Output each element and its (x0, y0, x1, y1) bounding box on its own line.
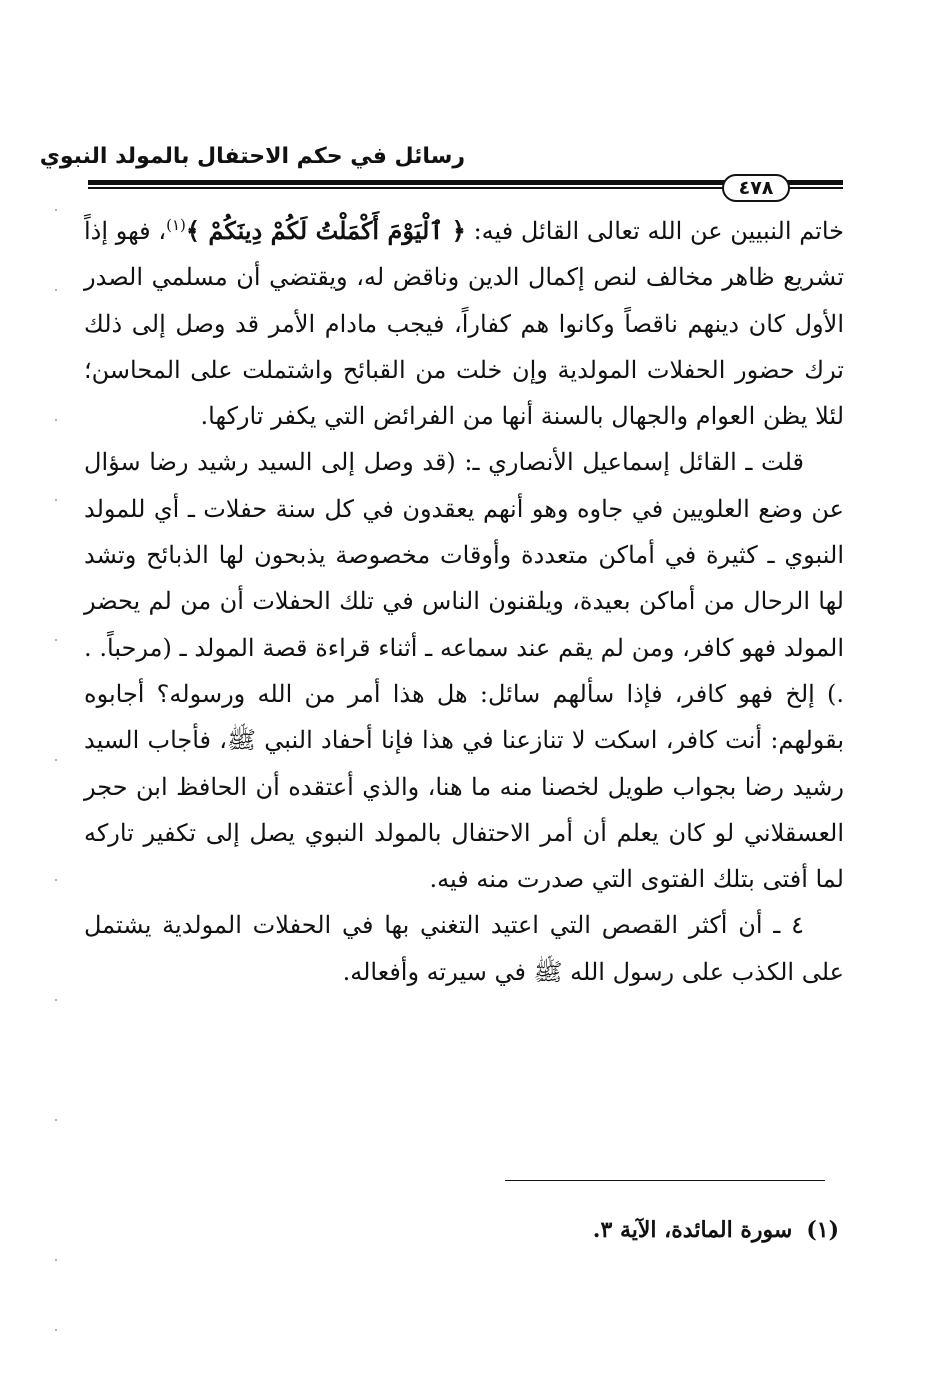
footnote-reference: (١) (166, 216, 186, 234)
footnote-number: (١) (806, 1217, 839, 1243)
paragraph-1 (84, 208, 844, 439)
main-text (84, 208, 844, 995)
paragraph-2: قلت ـ القائل إسماعيل الأنصاري ـ: (قد وصل إلى السيد رشيد رضا سؤال عن وضع العلويين في جاوه وهو أنهم يعقدون في كل سنة حفلات ـ أي للمولد النبوي ـ كثيرة في أماكن متعددة وأوقات مخصوصة يذبحون لها الذبائح وتشد لها الرحال من أماكن بعيدة، ويلقنون الناس في تلك الحفلات أن من لم يحضر المولد فهو كافر، ومن لم يقم عند سماعه ـ أثناء قراءة قصة المولد ـ (مرحباً. . .) إلخ فهو كافر، فإذا سألهم سائل: هل هذا أمر من الله ورسوله؟ أجابوه بقولهم: أنت كافر، اسكت لا تنازعنا في هذا فإنا أحفاد النبي ﷺ، فأجاب السيد رشيد رضا بجواب طويل لخصنا منه ما هنا، والذي أعتقده أن الحافظ ابن حجر العسقلاني لو كان يعلم أن أمر الاحتفال بالمولد النبوي يصل إلى تكفير تاركه لما أفتى بتلك الفتوى التي صدرت منه فيه. (84, 448, 844, 894)
page-header (39, 140, 850, 200)
running-title: رسائل في حكم الاحتفال بالمولد النبوي (39, 144, 465, 169)
scan-edge-marks (40, 0, 70, 1373)
footnote (593, 1213, 839, 1247)
paragraph-1-lead: خاتم النبيين عن الله تعالى القائل فيه: (465, 217, 844, 245)
paragraph-1-rest: ، فهو إذاً تشريع ظاهر مخالف لنص إكمال الدين وناقض له، ويقتضي أن مسلمي الصدر الأول كان دينهم ناقصاً وكانوا هم كفاراً، فيجب مادام الأمر قد وصل إلى ذلك ترك حضور الحفلات المولدية وإن خلت من القبائح واشتملت على المحاسن؛ لئلا يظن العوام والجهال بالسنة أنها من الفرائض التي يكفر تاركها. (84, 217, 845, 431)
footnote-separator (505, 1180, 825, 1181)
footnote-text: سورة المائدة، الآية ٣. (592, 1217, 793, 1243)
paragraph-3: ٤ ـ أن أكثر القصص التي اعتيد التغني بها في الحفلات المولدية يشتمل على الكذب على رسول الله ﷺ في سيرته وأفعاله. (84, 911, 844, 986)
quran-verse: ﴿ ٱلْيَوْمَ أَكْمَلْتُ لَكُمْ دِينَكُمْ ﴾ (185, 216, 466, 245)
page-number: ٤٧٨ (722, 174, 790, 202)
